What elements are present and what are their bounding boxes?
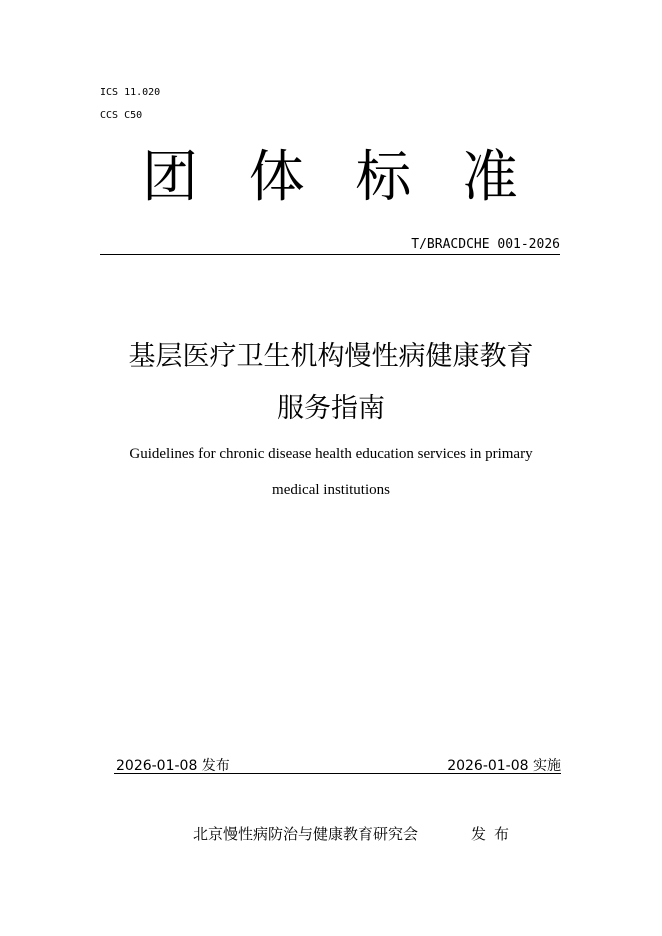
date-divider — [114, 773, 561, 774]
release-date: 2026-01-08 发布 — [116, 758, 230, 774]
publisher-name: 北京慢性病防治与健康教育研究会 — [193, 825, 419, 843]
implementation-date: 2026-01-08 实施 — [447, 758, 561, 774]
ccs-code: CCS C50 — [100, 110, 143, 121]
category-char: 标 — [355, 145, 412, 210]
chinese-title-line-2: 服务指南 — [277, 393, 385, 424]
publish-label: 发布 — [471, 825, 518, 843]
category-char: 体 — [248, 145, 305, 210]
chinese-title-line-1: 基层医疗卫生机构慢性病健康教育 — [128, 341, 534, 372]
category-char: 团 — [142, 145, 198, 210]
english-title-line-2: medical institutions — [272, 482, 390, 498]
standard-number: T/BRACDCHE 001-2026 — [411, 237, 560, 252]
header-divider — [100, 254, 560, 255]
standard-category-title — [100, 138, 560, 218]
category-char: 准 — [461, 145, 518, 210]
english-title-line-1: Guidelines for chronic disease health education services in primary — [129, 446, 533, 462]
ics-code: ICS 11.020 — [100, 87, 161, 98]
